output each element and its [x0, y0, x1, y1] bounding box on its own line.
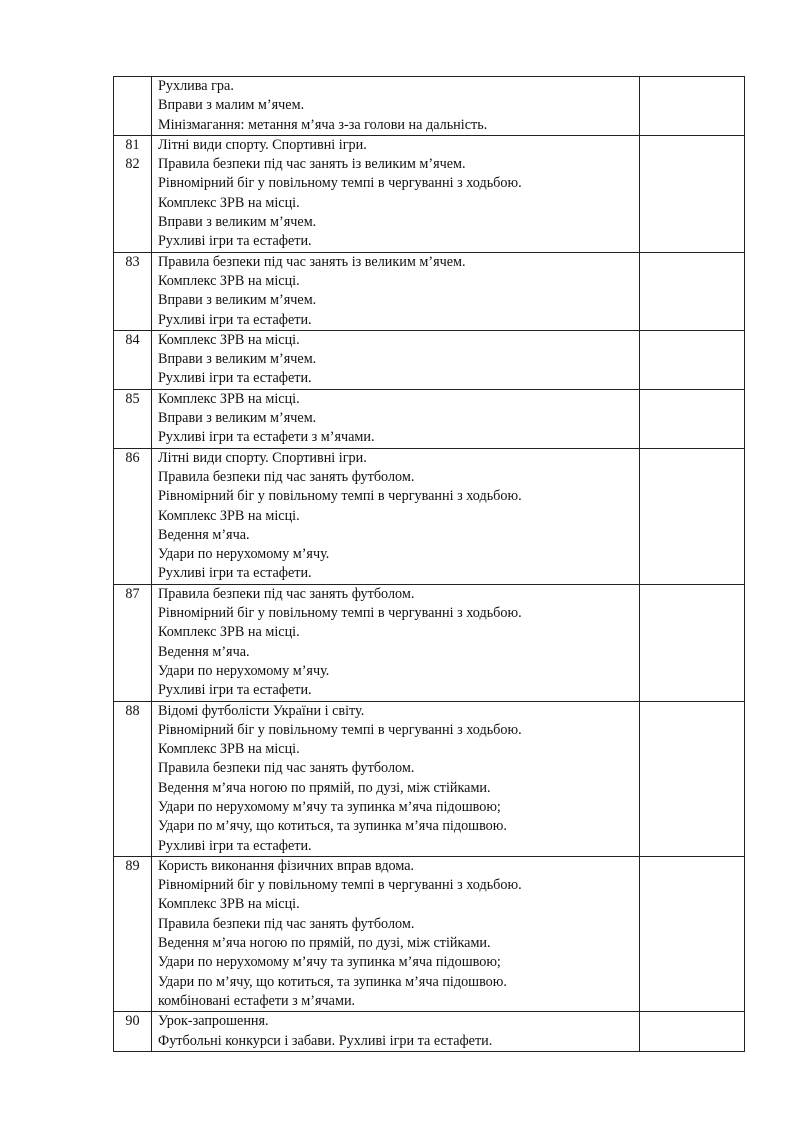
- lesson-topic-line: Рівномірний біг у повільному темпі в чергуванні з ходьбою.: [158, 605, 522, 622]
- table-row: [114, 448, 745, 584]
- lesson-topic-line: Футбольні конкурси і забави. Рухливі ігри та естафети.: [158, 1032, 493, 1049]
- lesson-number: 81: [125, 136, 140, 153]
- lesson-content-cell: [152, 389, 640, 448]
- lesson-plan-body: [114, 77, 745, 1052]
- lesson-note-cell: [640, 856, 745, 1011]
- lesson-topic-line: Вправи з великим м’ячем.: [158, 214, 317, 231]
- lesson-number: 88: [125, 702, 140, 719]
- lesson-number-cell: [114, 77, 152, 136]
- lesson-topic-line: Правила безпеки під час занять із великим м’ячем.: [158, 253, 466, 270]
- lesson-number: 85: [125, 390, 140, 407]
- lesson-content-cell: [152, 856, 640, 1011]
- table-row: [114, 1012, 745, 1052]
- lesson-number-cell: [114, 856, 152, 1011]
- lesson-topic-line: Правила безпеки під час занять футболом.: [158, 468, 415, 485]
- lesson-number-cell: [114, 135, 152, 252]
- lesson-number: 87: [125, 585, 140, 602]
- lesson-content-cell: [152, 77, 640, 136]
- lesson-content-cell: [152, 135, 640, 252]
- lesson-topic-line: Відомі футболісти України і світу.: [158, 702, 365, 719]
- lesson-note-cell: [640, 1012, 745, 1052]
- lesson-number: 84: [125, 331, 140, 348]
- lesson-topic-line: Комплекс ЗРВ на місці.: [158, 272, 300, 289]
- lesson-note-cell: [640, 77, 745, 136]
- lesson-content-cell: [152, 584, 640, 701]
- lesson-topic-line: Удари по м’ячу, що котиться, та зупинка м’яча підошвою.: [158, 818, 507, 835]
- lesson-topic-line: комбіновані естафети з м’ячами.: [158, 992, 356, 1009]
- lesson-topic-line: Урок-запрошення.: [158, 1013, 269, 1030]
- table-row: [114, 330, 745, 389]
- lesson-number-cell: [114, 252, 152, 330]
- lesson-topic-line: Літні види спорту. Спортивні ігри.: [158, 136, 367, 153]
- lesson-topic-line: Комплекс ЗРВ на місці.: [158, 896, 300, 913]
- table-row: [114, 77, 745, 136]
- lesson-topic-line: Комплекс ЗРВ на місці.: [158, 194, 300, 211]
- lesson-topic-line: Правила безпеки під час занять із великим м’ячем.: [158, 156, 466, 173]
- lesson-topic-line: Літні види спорту. Спортивні ігри.: [158, 449, 367, 466]
- lesson-content-cell: [152, 1012, 640, 1052]
- lesson-topic-line: Вправи з великим м’ячем.: [158, 292, 317, 309]
- table-row: [114, 135, 745, 252]
- table-row: [114, 584, 745, 701]
- lesson-topic-line: Удари по нерухомому м’ячу.: [158, 662, 330, 679]
- lesson-number: 86: [125, 449, 140, 466]
- lesson-topic-line: Комплекс ЗРВ на місці.: [158, 507, 300, 524]
- lesson-topic-line: Удари по нерухомому м’ячу та зупинка м’яча підошвою;: [158, 954, 501, 971]
- lesson-topic-line: Рухливі ігри та естафети.: [158, 370, 312, 387]
- lesson-topic-line: Правила безпеки під час занять футболом.: [158, 760, 415, 777]
- lesson-number-cell: [114, 448, 152, 584]
- lesson-topic-line: Правила безпеки під час занять футболом.: [158, 585, 415, 602]
- table-row: [114, 389, 745, 448]
- lesson-note-cell: [640, 701, 745, 856]
- lesson-note-cell: [640, 135, 745, 252]
- lesson-topic-line: Правила безпеки під час занять футболом.: [158, 915, 415, 932]
- lesson-topic-line: Ведення м’яча ногою по прямій, по дузі, між стійками.: [158, 779, 491, 796]
- lesson-topic-line: Ведення м’яча ногою по прямій, по дузі, між стійками.: [158, 935, 491, 952]
- lesson-topic-line: Комплекс ЗРВ на місці.: [158, 390, 300, 407]
- lesson-number: 89: [125, 857, 140, 874]
- lesson-number-cell: [114, 584, 152, 701]
- lesson-topic-line: Рухливі ігри та естафети.: [158, 682, 312, 699]
- lesson-topic-line: Вправи з малим м’ячем.: [158, 97, 305, 114]
- lesson-topic-line: Мінізмагання: метання м’яча з-за голови на дальність.: [158, 116, 488, 133]
- lesson-topic-line: Комплекс ЗРВ на місці.: [158, 331, 300, 348]
- lesson-topic-line: Вправи з великим м’ячем.: [158, 410, 317, 427]
- lesson-content-cell: [152, 701, 640, 856]
- lesson-content-cell: [152, 252, 640, 330]
- lesson-topic-line: Рівномірний біг у повільному темпі в чергуванні з ходьбою.: [158, 488, 522, 505]
- table-row: [114, 252, 745, 330]
- lesson-note-cell: [640, 330, 745, 389]
- lesson-number: 90: [125, 1013, 140, 1030]
- lesson-topic-line: Рухливі ігри та естафети.: [158, 233, 312, 250]
- lesson-topic-line: Удари по нерухомому м’ячу та зупинка м’яча підошвою;: [158, 798, 501, 815]
- lesson-number: 82: [125, 156, 140, 173]
- lesson-number-cell: [114, 389, 152, 448]
- table-row: [114, 856, 745, 1011]
- lesson-content-cell: [152, 448, 640, 584]
- lesson-topic-line: Удари по м’ячу, що котиться, та зупинка м’яча підошвою.: [158, 973, 507, 990]
- lesson-topic-line: Рівномірний біг у повільному темпі в чергуванні з ходьбою.: [158, 877, 522, 894]
- lesson-topic-line: Рухливі ігри та естафети.: [158, 565, 312, 582]
- lesson-note-cell: [640, 448, 745, 584]
- lesson-plan-table: [113, 76, 745, 1052]
- lesson-topic-line: Рухливі ігри та естафети.: [158, 837, 312, 854]
- lesson-number-cell: [114, 330, 152, 389]
- lesson-topic-line: Рухливі ігри та естафети.: [158, 311, 312, 328]
- lesson-topic-line: Ведення м’яча.: [158, 643, 250, 660]
- lesson-topic-line: Ведення м’яча.: [158, 526, 250, 543]
- lesson-topic-line: Користь виконання фізичних вправ вдома.: [158, 857, 415, 874]
- lesson-topic-line: Рівномірний біг у повільному темпі в чергуванні з ходьбою.: [158, 721, 522, 738]
- lesson-note-cell: [640, 389, 745, 448]
- lesson-topic-line: Вправи з великим м’ячем.: [158, 351, 317, 368]
- lesson-note-cell: [640, 252, 745, 330]
- lesson-topic-line: Комплекс ЗРВ на місці.: [158, 624, 300, 641]
- lesson-content-cell: [152, 330, 640, 389]
- lesson-topic-line: Рухлива гра.: [158, 78, 234, 94]
- lesson-topic-line: Комплекс ЗРВ на місці.: [158, 741, 300, 758]
- lesson-number-cell: [114, 701, 152, 856]
- lesson-topic-line: Рухливі ігри та естафети з м’ячами.: [158, 429, 375, 446]
- lesson-topic-line: Удари по нерухомому м’ячу.: [158, 546, 330, 563]
- lesson-topic-line: Рівномірний біг у повільному темпі в чергуванні з ходьбою.: [158, 175, 522, 192]
- lesson-note-cell: [640, 584, 745, 701]
- table-row: [114, 701, 745, 856]
- lesson-number: 83: [125, 253, 140, 270]
- lesson-number-cell: [114, 1012, 152, 1052]
